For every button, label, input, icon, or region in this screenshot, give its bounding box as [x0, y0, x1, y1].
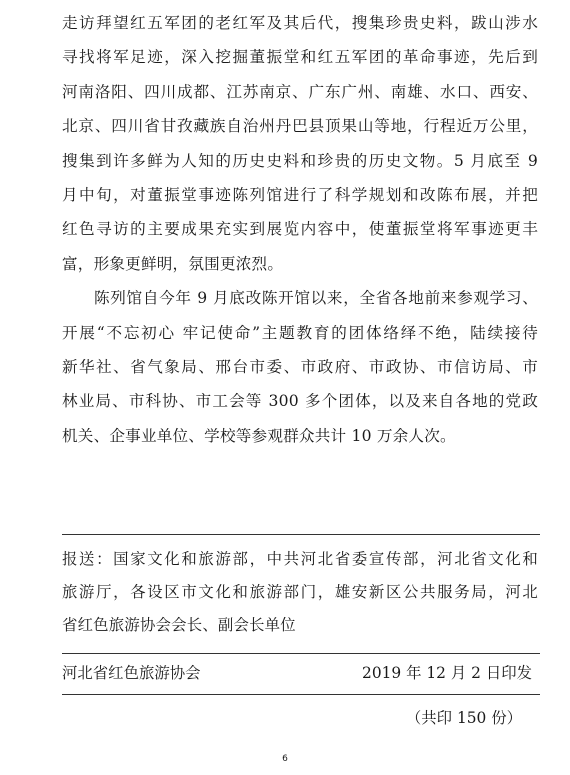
text-line: 林业局、市科协、市工会等 300 多个团体，以及来自各地的党政 [62, 392, 538, 411]
text-line: 陈列馆自今年 9 月底改陈开馆以来，全省各地前来参观学习、 [94, 289, 538, 308]
paragraph [62, 6, 538, 281]
distribution-line: 省红色旅游协会会长、副会长单位 [62, 616, 296, 634]
text-line: 新华社、省气象局、邢台市委、市政府、市政协、市信访局、市 [62, 357, 538, 376]
text-line: 月中旬，对董振堂事迹陈列馆进行了科学规划和改陈布展，并把 [62, 185, 538, 204]
text-line: 河南洛阳、四川成都、江苏南京、广东广州、南雄、水口、西安、 [62, 82, 538, 101]
body-text [62, 6, 538, 453]
text-line: 走访拜望红五军团的老红军及其后代，搜集珍贵史料，跋山涉水 [62, 14, 538, 32]
page-number: 6 [282, 754, 288, 764]
paragraph [62, 281, 538, 453]
issuer: 河北省红色旅游协会 [62, 664, 201, 682]
print-copies: （共印 150 份） [405, 709, 522, 727]
distribution-line: 旅游厅，各设区市文化和旅游部门，雄安新区公共服务局，河北 [62, 583, 538, 601]
text-line: 搜集到许多鲜为人知的历史史料和珍贵的历史文物。5 月底至 9 [62, 151, 538, 170]
text-line: 寻找将军足迹，深入挖掘董振堂和红五军团的革命事迹，先后到 [62, 48, 538, 67]
print-date: 2019 年 12 月 2 日印发 [362, 664, 532, 682]
text-line: 北京、四川省甘孜藏族自治州丹巴县顶果山等地，行程近万公里， [62, 117, 538, 136]
distribution-line: 报送：国家文化和旅游部，中共河北省委宣传部，河北省文化和 [62, 550, 538, 568]
text-line: 机关、企事业单位、学校等参观群众共计 10 万余人次。 [62, 426, 456, 445]
divider [62, 534, 540, 535]
distribution-list [62, 543, 538, 642]
text-line: 红色寻访的主要成果充实到展览内容中，使董振堂将军事迹更丰 [62, 220, 538, 239]
text-line: 富，形象更鲜明，氛围更浓烈。 [62, 254, 284, 273]
divider [62, 694, 540, 695]
text-line: 开展“不忘初心 牢记使命”主题教育的团体络绎不绝，陆续接待 [62, 323, 538, 342]
issuance-row [62, 656, 540, 690]
divider [62, 653, 540, 654]
